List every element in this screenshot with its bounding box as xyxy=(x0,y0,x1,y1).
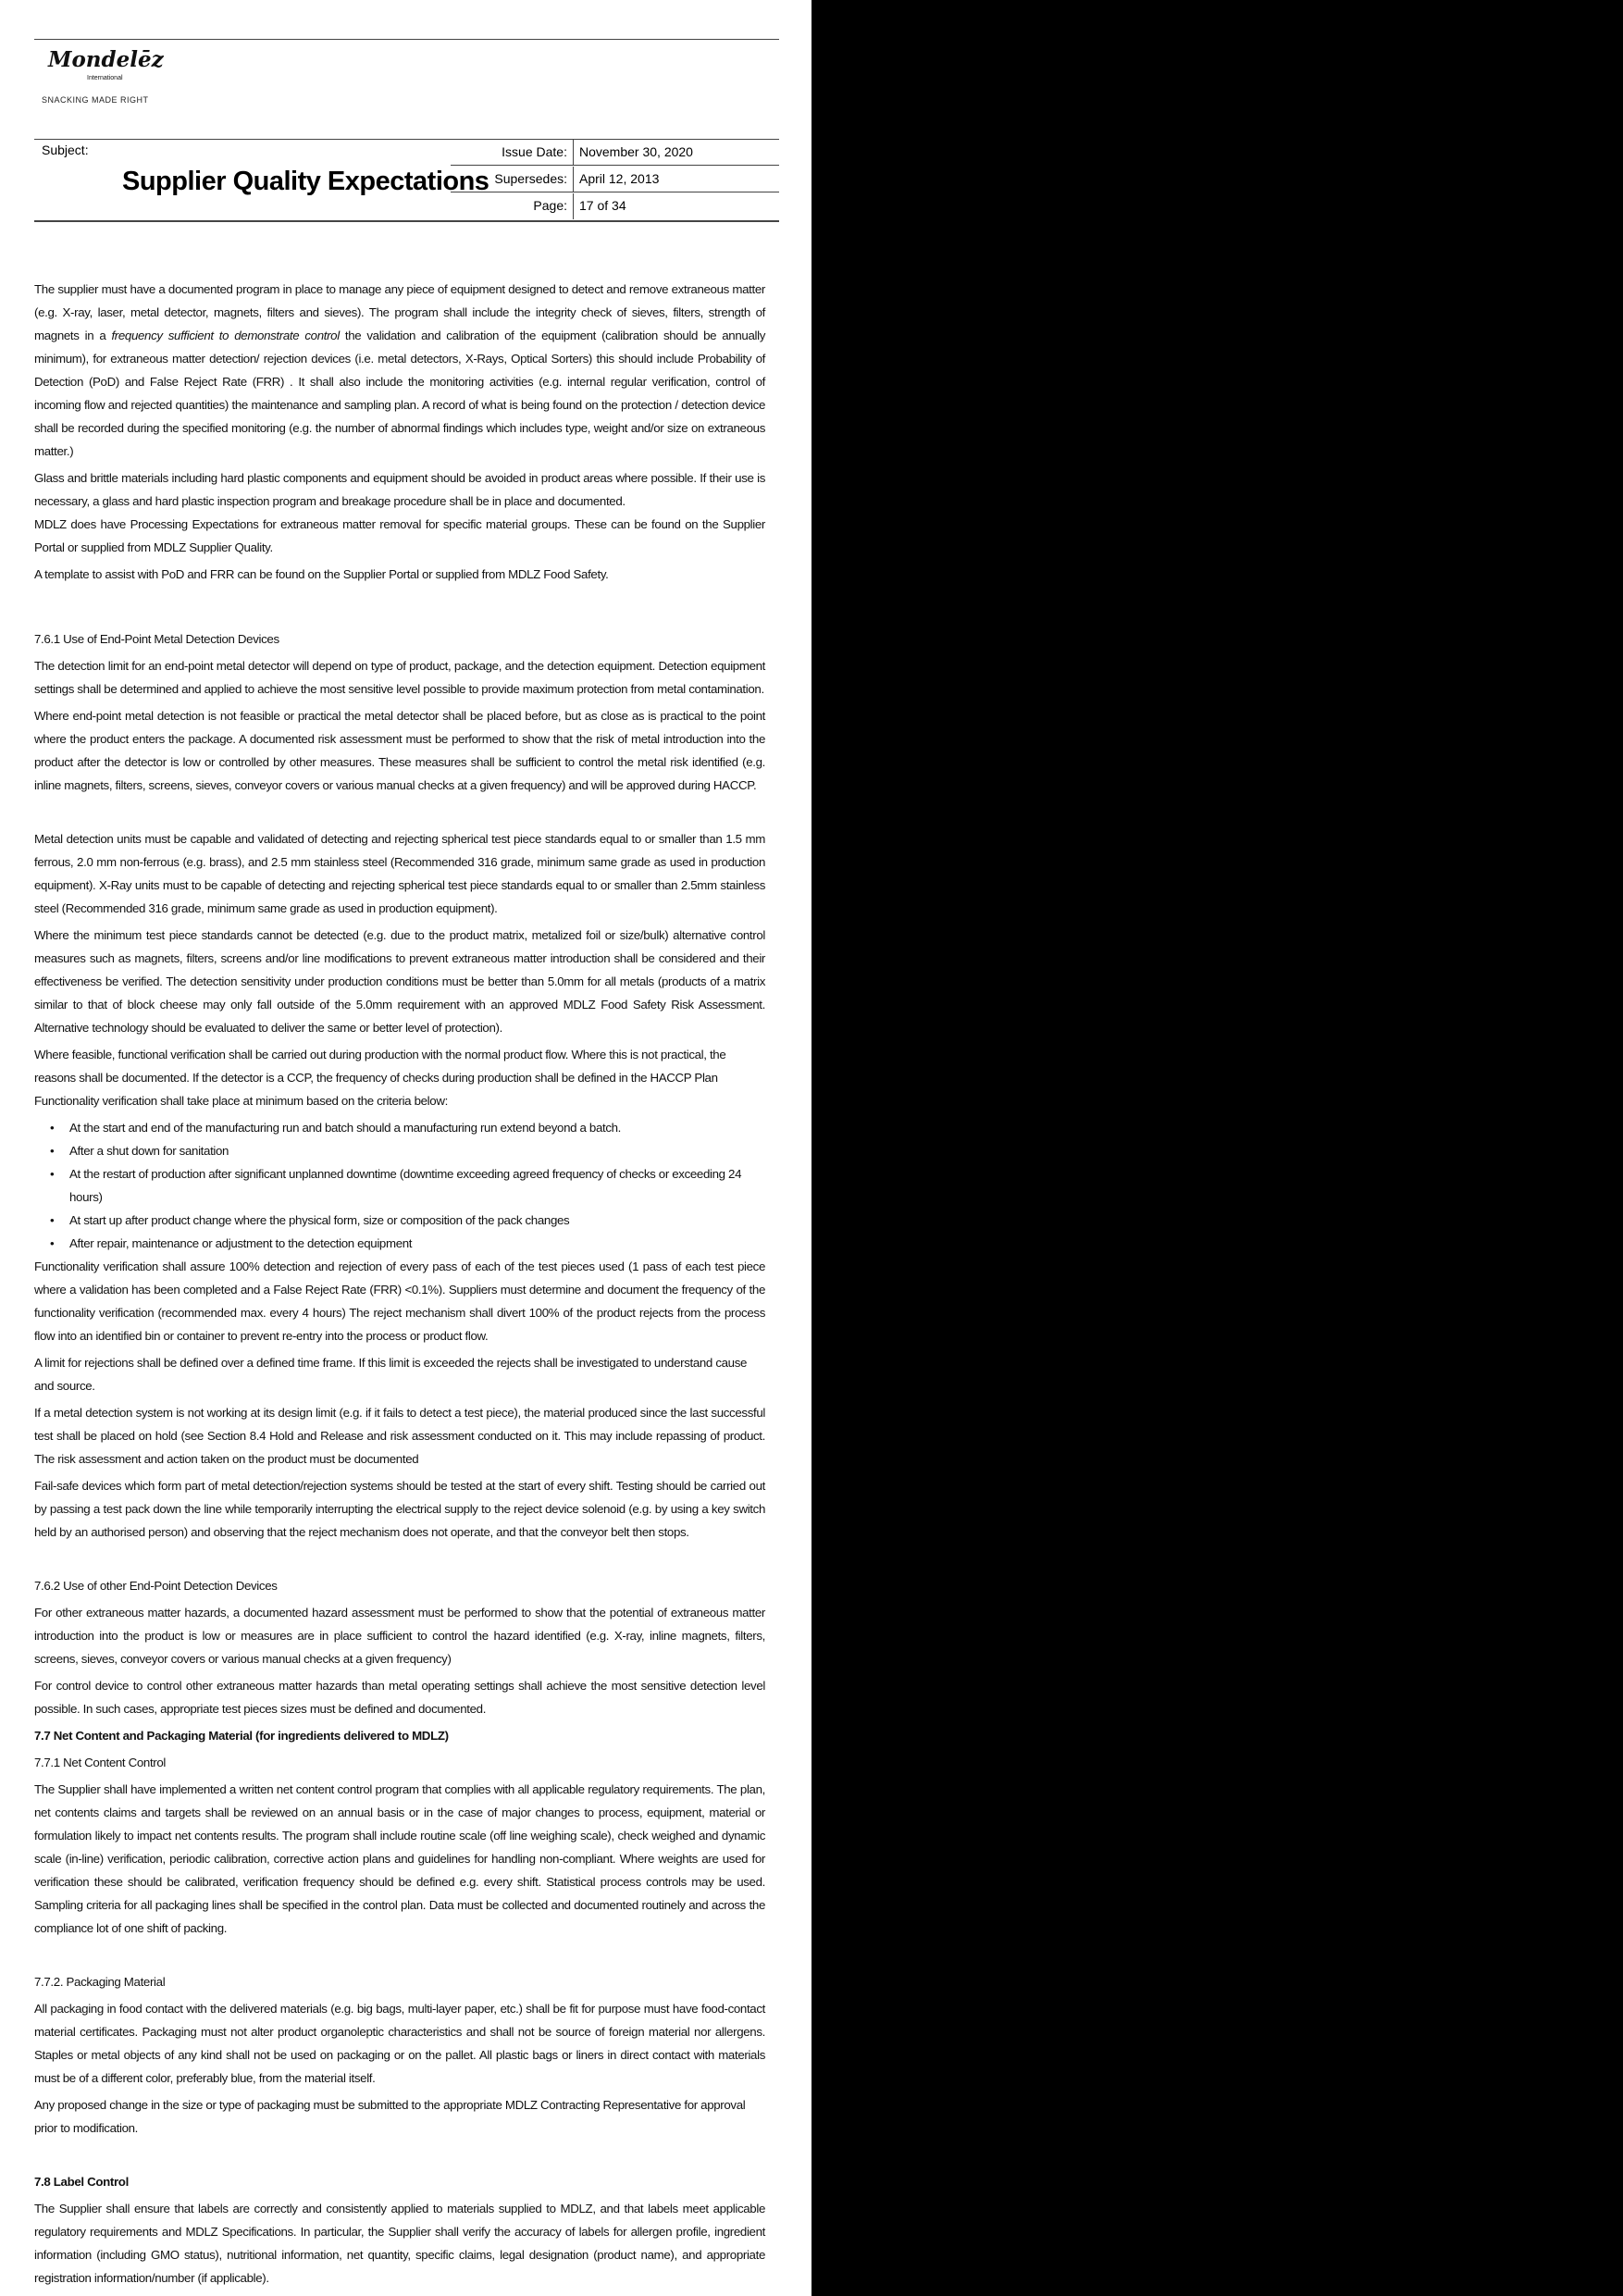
paragraph-test-piece-standards: Metal detection units must be capable and validated of detecting and rejecting spherical test piece standards equal to or smaller than 1.5 mm ferrous, 2.0 mm non-ferrous (e.g. brass), and 2.5 mm stainless steel (Recommended 316 grade, minimum same grade as used in production equipment). X-Ray units must to be capable of detecting and rejecting spherical test piece standards equal to or smaller than 2.5mm stainless steel (Recommended 316 grade, minimum same grade as used in production equipment). xyxy=(34,832,765,915)
paragraph-hazard-assessment: For other extraneous matter hazards, a documented hazard assessment must be performed to show that the potential of extraneous matter introduction into the product is low or measures are in place sufficient to control the hazard identified (e.g. X-ray, inline magnets, filters, screens, sieves, conveyor covers or various manual checks at a given frequency) xyxy=(34,1606,765,1666)
paragraph-fail-safe: Fail-safe devices which form part of metal detection/rejection systems should be tested at the start of every shift. Testing should be carried out by passing a test pack down the line while temporarily interrupting the electrical supply to the reject device solenoid (e.g. by using a key switch held by an authorised person) and observing that the reject mechanism does not operate, and that the conveyor belt then stops. xyxy=(34,1479,765,1539)
page-number-label: Page: xyxy=(533,198,567,213)
paragraph-net-content: The Supplier shall have implemented a written net content control program that complies with all applicable regulatory requirements. The plan, net contents claims and targets shall be reviewed on an annual basis or in the case of major changes to process, equipment, material or formulation likely to impact net contents results. The program shall include routine scale (off line weighing scale), check weighed and dynamic scale (in-line) verification, periodic calibration, corrective action plans and guidelines for handling non-compliant. Where weights are used for verification these should be calibrated, verification frequency should be defined e.g. every shift. Statistical process controls may be used. Sampling criteria for all packaging lines shall be specified in the control plan. Data must be collected and documented routinely and across the compliance lot of one shift of packing. xyxy=(34,1782,765,1935)
list-item: • After a shut down for sanitation xyxy=(50,1144,229,1158)
heading-7-6-2: 7.6.2 Use of other End-Point Detection Devices xyxy=(34,1579,278,1593)
issue-date-value: November 30, 2020 xyxy=(579,144,693,159)
heading-7-7: 7.7 Net Content and Packaging Material (for ingredients delivered to MDLZ) xyxy=(34,1729,449,1743)
page-number-row xyxy=(451,193,779,219)
supersedes-row xyxy=(451,167,779,192)
paragraph-glass: Glass and brittle materials including hard plastic components and equipment should be avoided in product areas where possible. If their use is necessary, a glass and hard plastic inspection program and breakage procedure shall be in place and documented. xyxy=(34,471,765,508)
heading-7-7-2: 7.7.2. Packaging Material xyxy=(34,1975,166,1989)
paragraph-verification-criteria: Functionality verification shall take place at minimum based on the criteria below: xyxy=(34,1094,448,1108)
mondelez-logo xyxy=(44,44,164,86)
heading-7-8: 7.8 Label Control xyxy=(34,2175,129,2189)
header-bottom-rule xyxy=(34,220,779,222)
paragraph-equipment-program: The supplier must have a documented program in place to manage any piece of equipment designed to detect and remove extraneous matter (e.g. X-ray, laser, metal detector, magnets, filters and sieves). The program shall include the integrity check of sieves, filters, strength of magnets in a frequency sufficient to demonstrate control the validation and calibration of the equipment (calibration should be annually minimum), for extraneous matter detection/ rejection devices (i.e. metal detectors, X-Rays, Optical Sorters) this should include Probability of Detection (PoD) and False Reject Rate (FRR) . It shall also include the monitoring activities (e.g. internal regular verification, control of incoming flow and rejected quantities) the maintenance and sampling plan. A record of what is being found on the protection / detection device shall be recorded during the specified monitoring (e.g. the number of abnormal findings which includes type, weight and/or size on extraneous matter.) xyxy=(34,282,765,458)
paragraph-processing-expectations: MDLZ does have Processing Expectations for extraneous matter removal for specific material groups. These can be found on the Supplier Portal or supplied from MDLZ Supplier Quality. xyxy=(34,517,765,554)
paragraph-control-device: For control device to control other extraneous matter hazards than metal operating settings shall achieve the most sensitive detection level possible. In such cases, appropriate test pieces sizes must be defined and documented. xyxy=(34,1679,765,1716)
list-item: • At the start and end of the manufacturing run and batch should a manufacturing run extend beyond a batch. xyxy=(50,1121,622,1135)
paragraph-end-point-placement: Where end-point metal detection is not feasible or practical the metal detector shall be placed before, but as close as is practical to the point where the product enters the package. A documented risk assessment must be performed to show that the risk of metal introduction into the product after the detector is low or controlled by other measures. These measures shall be sufficient to control the metal risk identified (e.g. inline magnets, filters, screens, sieves, conveyor covers or various manual checks at a given frequency) and will be approved during HACCP. xyxy=(34,709,765,792)
heading-7-7-1: 7.7.1 Net Content Control xyxy=(34,1756,167,1769)
subject-label: Subject: xyxy=(42,143,89,157)
svg-text:International: International xyxy=(87,75,123,81)
logo-tagline: SNACKING MADE RIGHT xyxy=(42,95,149,105)
paragraph-label-control: The Supplier shall ensure that labels are correctly and consistently applied to materials supplied to MDLZ, and that labels meet applicable regulatory requirements and MDLZ Specifications. In particular, the Supplier shall verify the accuracy of labels for allergen profile, ingredient information (including GMO status), nutritional information, net quantity, specific claims, legal designation (product name), and appropriate registration information/number (if applicable). xyxy=(34,2202,765,2285)
svg-text:Mondelēz: Mondelēz xyxy=(48,47,164,72)
paragraph-rejection-limit: A limit for rejections shall be defined over a defined time frame. If this limit is exceeded the rejects shall be investigated to understand cause and source. xyxy=(34,1356,748,1393)
verification-criteria-list xyxy=(34,1116,765,1255)
paragraph-packaging-change: Any proposed change in the size or type of packaging must be submitted to the appropriate MDLZ Contracting Representative for approval prior to modification. xyxy=(34,2098,746,2135)
page-title: Supplier Quality Expectations xyxy=(122,167,489,196)
supersedes-value: April 12, 2013 xyxy=(579,171,660,186)
paragraph-design-limit: If a metal detection system is not working at its design limit (e.g. if it fails to detect a test piece), the material produced since the last successful test shall be placed on hold (see Section 8.4 Hold and Release and risk assessment conducted on it. This may include repassing of product. The risk assessment and action taken on the product must be documented xyxy=(34,1406,765,1466)
paragraph-functionality-assurance: Functionality verification shall assure 100% detection and rejection of every pass of each of the test pieces used (1 pass of each test piece where a validation has been completed and a False Reject Rate (FRR) <0.1%). Suppliers must determine and document the frequency of the functionality verification (recommended max. every 4 hours) The reject mechanism shall divert 100% of the product rejects from the process flow into an identified bin or container to prevent re-entry into the process or product flow. xyxy=(34,1260,765,1343)
list-item: • At start up after product change where the physical form, size or composition of the pack changes xyxy=(50,1213,570,1227)
paragraph-template: A template to assist with PoD and FRR can be found on the Supplier Portal or supplied from MDLZ Food Safety. xyxy=(34,567,609,581)
list-item: • At the restart of production after significant unplanned downtime (downtime exceeding agreed frequency of checks or exceeding 24 hours) xyxy=(50,1167,742,1204)
list-item: • After repair, maintenance or adjustment to the detection equipment xyxy=(50,1236,413,1250)
document-body xyxy=(34,278,765,2290)
top-rule xyxy=(34,39,779,40)
paragraph-minimum-test-piece: Where the minimum test piece standards cannot be detected (e.g. due to the product matrix, metalized foil or size/bulk) alternative control measures such as magnets, filters, screens and/or line modifications to prevent extraneous matter introduction shall be considered and their effectiveness be verified. The detection sensitivity under production conditions must be better than 5.0mm for all metals (products of a matrix similar to that of block cheese may only fall outside of the 5.0mm requirement with an approved MDLZ Food Safety Risk Assessment. Alternative technology should be evaluated to deliver the same or better level of protection). xyxy=(34,928,765,1035)
issue-date-label: Issue Date: xyxy=(502,144,567,159)
paragraph-packaging-material: All packaging in food contact with the delivered materials (e.g. big bags, multi-layer paper, etc.) shall be fit for purpose must have food-contact material certificates. Packaging must not alter product organoleptic characteristics and shall not be source of foreign material nor allergens. Staples or metal objects of any kind shall not be used on packaging or on the pallet. All plastic bags or liners in direct contact with materials must be of a different color, preferably blue, from the material itself. xyxy=(34,2002,765,2085)
supersedes-label: Supersedes: xyxy=(494,171,567,186)
paragraph-detection-limit: The detection limit for an end-point metal detector will depend on type of product, package, and the detection equipment. Detection equipment settings shall be determined and applied to achieve the most sensitive level possible to provide maximum protection from metal contamination. xyxy=(34,659,765,696)
issue-date-row xyxy=(451,140,779,166)
page-number-value: 17 of 34 xyxy=(579,198,626,213)
paragraph-functional-verification: Where feasible, functional verification shall be carried out during production with the normal product flow. Where this is not practical, the reasons shall be documented. If the detector is a CCP, the frequency of checks during production shall be defined in the HACCP Plan xyxy=(34,1048,726,1085)
heading-7-6-1: 7.6.1 Use of End-Point Metal Detection Devices xyxy=(34,632,279,646)
